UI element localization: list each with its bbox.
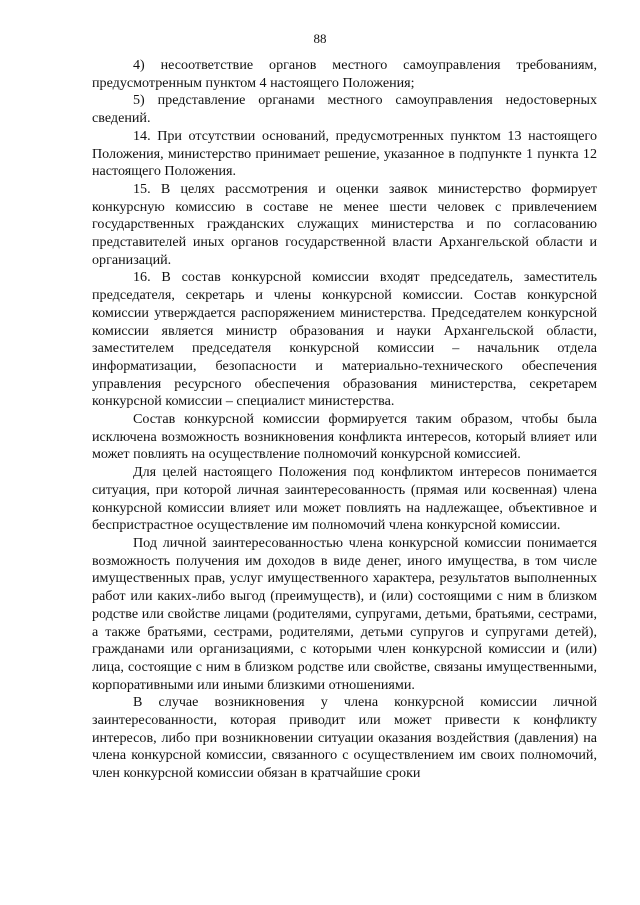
paragraph-commission-composition: Состав конкурсной комиссии формируется таким образом, чтобы была исключена возможность возникновения конфликта интересов, который влияет или может повлиять на осуществление полномочий конкурсной комиссией. [92, 411, 597, 463]
paragraph-conflict-of-interest: Для целей настоящего Положения под конфликтом интересов понимается ситуация, при которой личная заинтересованность (прямая или косвенная) члена конкурсной комиссии влияет или может повлиять на надлежащее, объективное и беспристрастное осуществление им полномочий члена конкурсной комиссии. [92, 464, 597, 534]
document-body [92, 57, 597, 783]
page-number: 88 [313, 31, 327, 46]
paragraph-obligation: В случае возникновения у члена конкурсной комиссии личной заинтересованности, которая приводит или может привести к конфликту интересов, либо при возникновении ситуации оказания воздействия (давления) на члена конкурсной комиссии, связанного с осуществлением им своих полномочий, член конкурсной комиссии обязан в кратчайшие сроки [92, 694, 597, 782]
paragraph-item-4: 4) несоответствие органов местного самоуправления требованиям, предусмотренным пунктом 4 настоящего Положения; [92, 57, 597, 91]
paragraph-item-5: 5) представление органами местного самоуправления недостоверных сведений. [92, 92, 597, 127]
paragraph-personal-interest: Под личной заинтересованностью члена конкурсной комиссии понимается возможность получения им доходов в виде денег, иного имущества, в том числе имущественных прав, услуг имущественного характера, результатов выполненных работ или каких-либо выгод (преимуществ), и (или) состоящими с ним в близком родстве или свойстве лицами (родителями, супругами, детьми, братьями, сестрами, а также братьями, сестрами, родителями, детьми супругов и супругами детей), гражданами или организациями, с которыми член конкурсной комиссии и (или) лица, состоящие с ним в близком родстве или свойстве, связаны имущественными, корпоративными или иными близкими отношениями. [92, 534, 597, 693]
paragraph-clause-15: 15. В целях рассмотрения и оценки заявок министерство формирует конкурсную комиссию в составе не менее шести человек с привлечением государственных гражданских служащих министерства и по согласованию представителей иных органов государственной власти Архангельской области и организаций. [92, 180, 597, 268]
paragraph-clause-14: 14. При отсутствии оснований, предусмотренных пунктом 13 настоящего Положения, министерство принимает решение, указанное в подпункте 1 пункта 12 настоящего Положения. [92, 127, 597, 180]
paragraph-clause-16: 16. В состав конкурсной комиссии входят председатель, заместитель председателя, секретарь и члены конкурсной комиссии. Состав конкурсной комиссии утверждается распоряжением министерства. Председателем конкурсной комиссии является министр образования и науки Архангельской области, заместителем председателя конкурсной комиссии – начальник отдела информатизации, безопасности и материально-технического обеспечения управления ресурсного обеспечения образования министерства, секретарем конкурсной комиссии – специалист министерства. [92, 269, 597, 410]
